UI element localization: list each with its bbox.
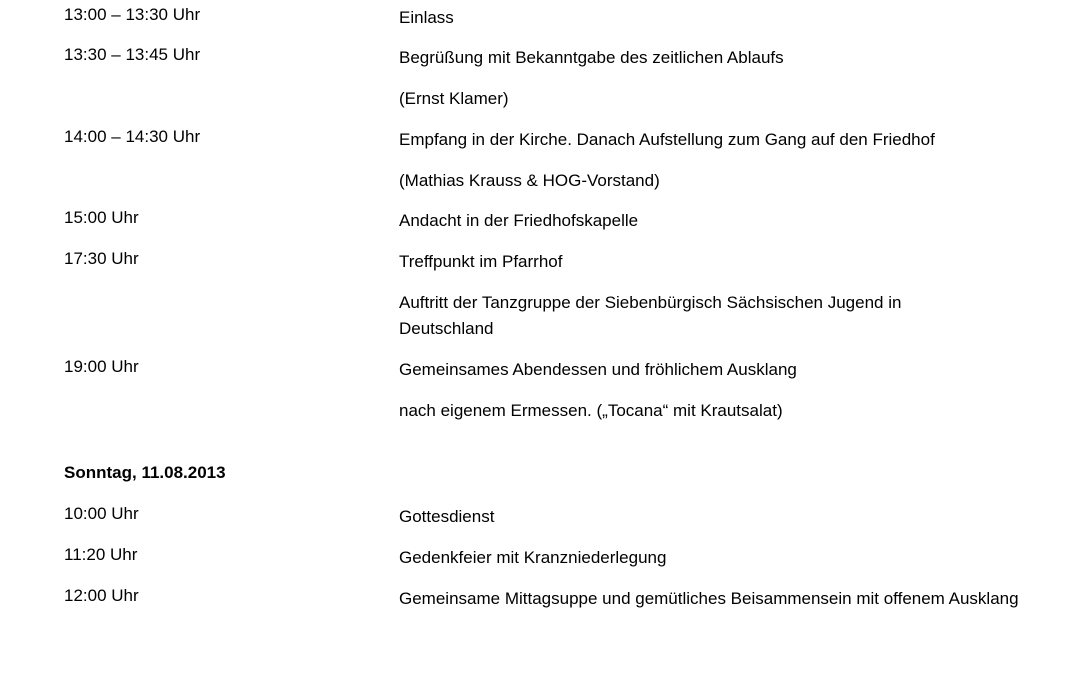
row-text: Gemeinsame Mittagsuppe und gemütliches Beisammensein mit offenem Ausklang [399,589,1019,608]
row-time: 12:00 Uhr [64,586,139,605]
row-time: 15:00 Uhr [64,208,139,227]
row-text: Einlass [399,8,454,27]
row-text: Gottesdienst [399,507,495,526]
row-time: 13:00 – 13:30 Uhr [64,5,201,24]
row-time: 14:00 – 14:30 Uhr [64,127,201,146]
day-heading: Sonntag, 11.08.2013 [64,463,226,482]
row-time: 10:00 Uhr [64,504,139,523]
row-time: 13:30 – 13:45 Uhr [64,45,201,64]
row-text: Treffpunkt im Pfarrhof [399,252,563,271]
row-text: Begrüßung mit Bekanntgabe des zeitlichen Ablaufs [399,48,784,67]
row-text: (Ernst Klamer) [399,89,509,108]
row-time: 17:30 Uhr [64,249,139,268]
row-time: 11:20 Uhr [64,545,138,564]
row-text: Auftritt der Tanzgruppe der Siebenbürgisch Sächsischen Jugend in Deutschland [399,293,902,338]
row-time: 19:00 Uhr [64,357,139,376]
row-text: nach eigenem Ermessen. („Tocana“ mit Krautsalat) [399,401,783,420]
row-text: Gedenkfeier mit Kranzniederlegung [399,548,667,567]
row-text: Empfang in der Kirche. Danach Aufstellung zum Gang auf den Friedhof [399,130,935,149]
row-text: Gemeinsames Abendessen und fröhlichem Ausklang [399,360,797,379]
row-text: Andacht in der Friedhofskapelle [399,211,639,230]
row-text: (Mathias Krauss & HOG-Vorstand) [399,171,660,190]
